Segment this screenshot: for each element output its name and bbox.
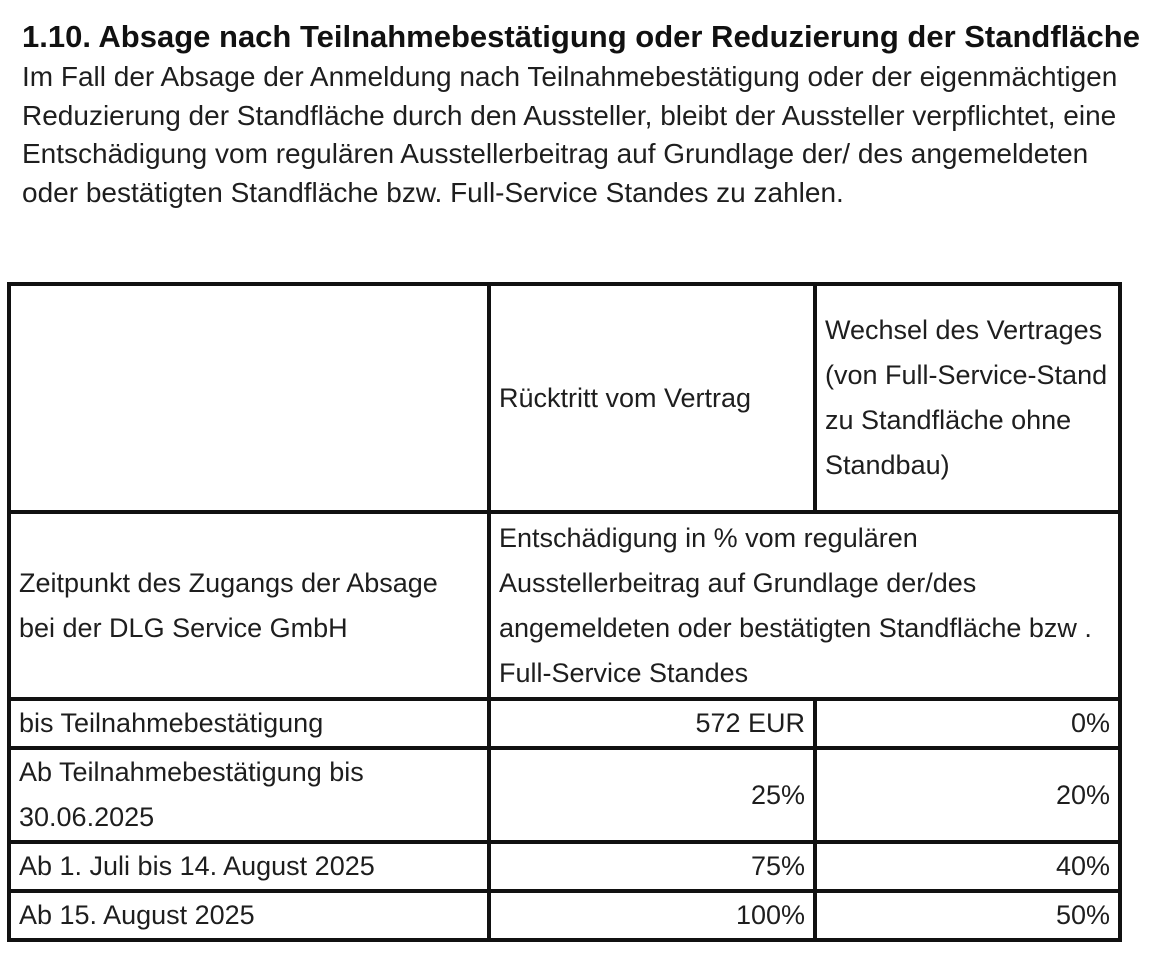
withdrawal-value-cell: 100% [489, 891, 815, 940]
period-cell: Ab 1. Juli bis 14. August 2025 [9, 842, 489, 891]
withdrawal-value-cell: 25% [489, 748, 815, 842]
period-cell: Ab 15. August 2025 [9, 891, 489, 940]
section-intro-paragraph: Im Fall der Absage der Anmeldung nach Teilnahmebestätigung oder der eigenmächtigen Reduzierung der Standfläche durch den Aussteller, bleibt der Aussteller verpflichtet, eine Entschädigung vom regulären Ausstellerbeitrag auf Grundlage der/ des angemeldeten oder bestätigten Standfläche bzw. Full-Service Standes zu zahlen. [22, 61, 1118, 208]
withdrawal-value-cell: 572 EUR [489, 699, 815, 748]
header-withdrawal-cell: Rücktritt vom Vertrag [489, 284, 815, 512]
table-subheader-row [9, 512, 1120, 699]
withdrawal-value-cell: 75% [489, 842, 815, 891]
section-heading: 1.10. Absage nach Teilnahmebestätigung oder Reduzierung der Standfläche [22, 19, 1140, 54]
cancellation-fee-table [7, 282, 1122, 942]
change-value-cell: 20% [815, 748, 1120, 842]
change-value-cell: 40% [815, 842, 1120, 891]
table-row [9, 891, 1120, 940]
table-row [9, 842, 1120, 891]
table-row [9, 748, 1120, 842]
table-header-row [9, 284, 1120, 512]
period-cell: Ab Teilnahmebestätigung bis 30.06.2025 [9, 748, 489, 842]
header-contract-change-cell: Wechsel des Vertrages (von Full-Service-Stand zu Standfläche ohne Standbau) [815, 284, 1120, 512]
table-row [9, 699, 1120, 748]
subheader-timing-cell: Zeitpunkt des Zugangs der Absage bei der DLG Service GmbH [9, 512, 489, 699]
subheader-compensation-cell: Entschädigung in % vom regulären Ausstellerbeitrag auf Grundlage der/des angemeldeten oder bestätigten Standfläche bzw . Full-Service Standes [489, 512, 1120, 699]
header-empty-cell [9, 284, 489, 512]
period-cell: bis Teilnahmebestätigung [9, 699, 489, 748]
change-value-cell: 50% [815, 891, 1120, 940]
change-value-cell: 0% [815, 699, 1120, 748]
document-section [22, 18, 1152, 212]
